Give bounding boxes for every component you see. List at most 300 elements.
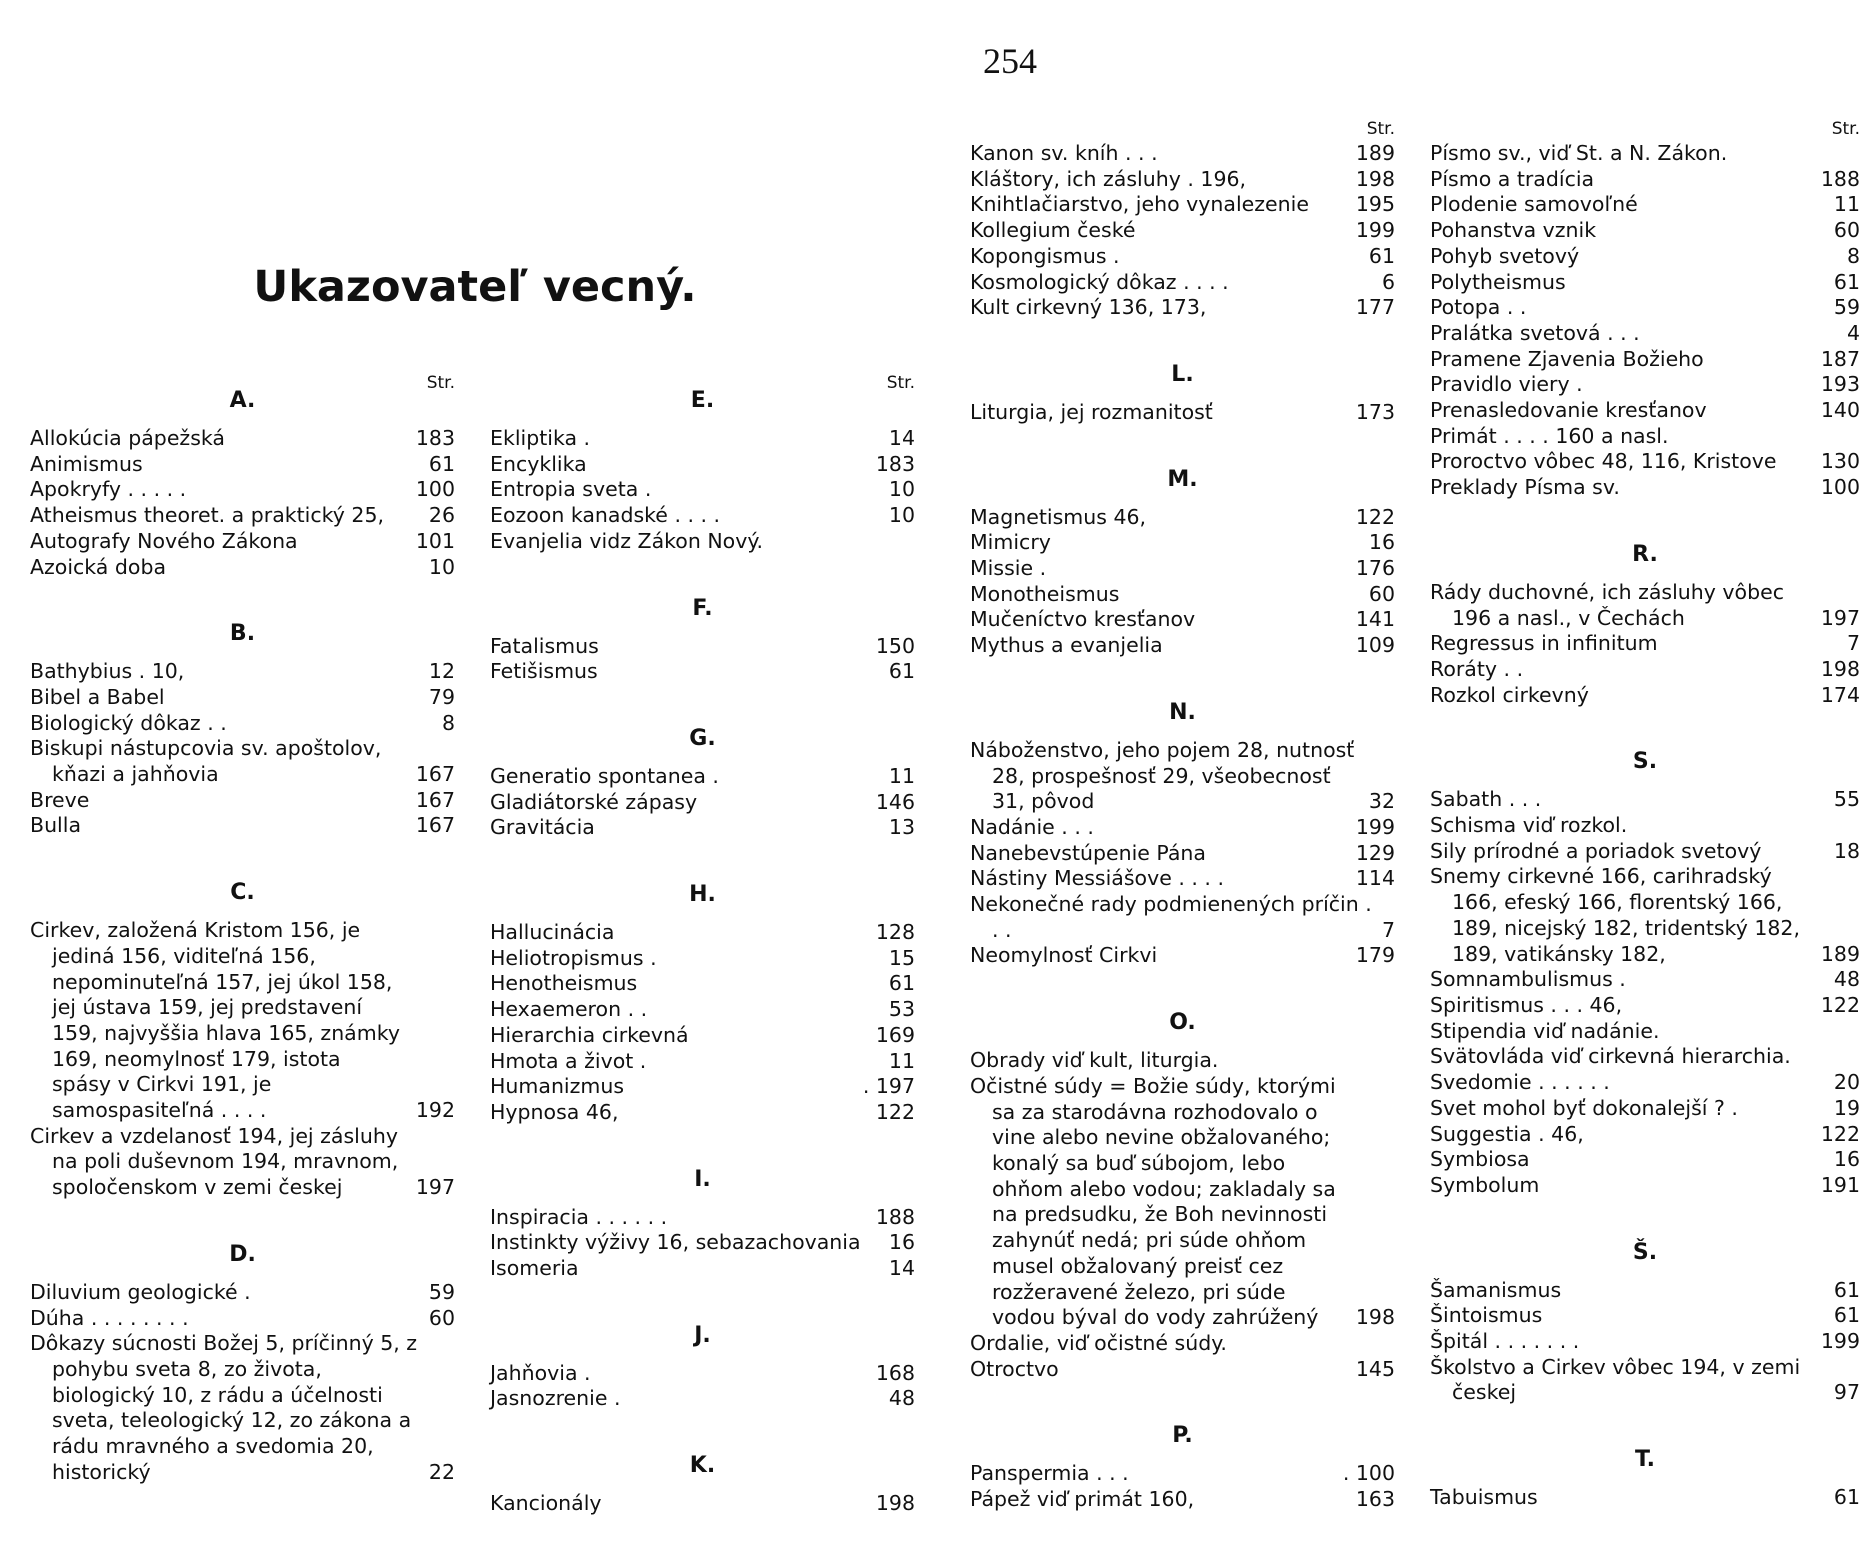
entry-term: Svätovláda viď cirkevná hierarchia. bbox=[1430, 1044, 1791, 1069]
entry-pages: 15 bbox=[888, 945, 915, 970]
entry-pages: 59 bbox=[1833, 295, 1860, 320]
index-entry bbox=[1430, 1355, 1860, 1406]
page-column-label: Str. bbox=[886, 373, 915, 393]
index-entry bbox=[1430, 1147, 1860, 1173]
entry-pages: 61 bbox=[1833, 269, 1860, 294]
page-column-label: Str. bbox=[1366, 119, 1395, 139]
entry-term: Primát . . . . 160 a nasl. bbox=[1430, 423, 1669, 448]
index-entry bbox=[30, 555, 455, 581]
index-entry bbox=[490, 815, 915, 841]
entry-term: Špitál . . . . . . . bbox=[1430, 1329, 1580, 1354]
index-entry bbox=[1430, 475, 1860, 501]
entry-term: Dôkazy súcnosti Božej 5, príčinný 5, z pohybu sveta 8, zo života, biologický 10, z rádu a účelnosti sveta, teleologický 12, zo zákona a rádu mravného a svedomia 20, historický bbox=[30, 1331, 418, 1484]
entry-term: Bibel a Babel bbox=[30, 684, 165, 709]
index-entry bbox=[30, 1306, 455, 1332]
entry-pages: 7 bbox=[1381, 917, 1395, 942]
entry-pages: 199 bbox=[1355, 814, 1395, 839]
section-letter: A. bbox=[229, 388, 256, 413]
entry-pages: 16 bbox=[1368, 530, 1395, 555]
index-title: Ukazovateľ vecný. bbox=[253, 262, 697, 312]
entry-term: Nanebevstúpenie Pána bbox=[970, 840, 1206, 865]
entry-term: Gladiátorské zápasy bbox=[490, 789, 698, 814]
entry-term: Suggestia . 46, bbox=[1430, 1121, 1584, 1146]
index-section bbox=[970, 687, 1395, 969]
entry-pages: . 100 bbox=[1342, 1461, 1395, 1486]
index-entry bbox=[490, 1074, 915, 1100]
index-entry bbox=[1430, 1303, 1860, 1329]
entry-pages: 122 bbox=[1820, 1121, 1860, 1146]
index-entry bbox=[970, 943, 1395, 969]
index-section bbox=[1430, 1434, 1860, 1511]
index-section bbox=[30, 375, 455, 580]
index-entry bbox=[1430, 295, 1860, 321]
index-entry bbox=[30, 503, 455, 529]
entry-term: Svet mohol byť dokonalejší ? . bbox=[1430, 1095, 1738, 1120]
index-entry bbox=[1430, 192, 1860, 218]
entry-term: Symbiosa bbox=[1430, 1147, 1530, 1172]
entry-term: Šamanismus bbox=[1430, 1277, 1562, 1302]
entry-term: Kláštory, ich zásluhy . 196, bbox=[970, 166, 1247, 191]
index-entry bbox=[30, 1280, 455, 1306]
index-entry bbox=[970, 530, 1395, 556]
index-column-2 bbox=[490, 375, 915, 1545]
entry-term: Pramene Zjavenia Božieho bbox=[1430, 346, 1704, 371]
entry-term: Proroctvo vôbec 48, 116, Kristove bbox=[1430, 449, 1777, 474]
section-letter: H. bbox=[689, 882, 716, 908]
entry-pages: 169 bbox=[875, 1022, 915, 1047]
entry-pages: 145 bbox=[1355, 1356, 1395, 1381]
entry-term: Bathybius . 10, bbox=[30, 659, 185, 684]
entry-pages: 193 bbox=[1820, 372, 1860, 397]
entry-term: Plodenie samovoľné bbox=[1430, 192, 1638, 217]
entry-pages: 97 bbox=[1833, 1380, 1860, 1405]
entry-pages: 188 bbox=[1820, 166, 1860, 191]
section-letter: Š. bbox=[1632, 1239, 1658, 1265]
entry-term: Hierarchia cirkevná bbox=[490, 1022, 689, 1047]
entry-term: Šintoismus bbox=[1430, 1303, 1543, 1328]
section-letter: O. bbox=[1169, 1010, 1196, 1036]
entry-term: Azoická doba bbox=[30, 554, 167, 579]
entry-pages: 18 bbox=[1833, 838, 1860, 863]
index-entry bbox=[1430, 580, 1860, 631]
index-column-1 bbox=[30, 375, 455, 1514]
entry-pages: 167 bbox=[415, 813, 455, 838]
index-entry bbox=[970, 218, 1395, 244]
entry-term: Generatio spontanea . bbox=[490, 763, 719, 788]
index-column-3 bbox=[970, 117, 1395, 1541]
entry-term: Panspermia . . . bbox=[970, 1461, 1129, 1486]
index-entry bbox=[1430, 218, 1860, 244]
index-entry bbox=[1430, 839, 1860, 865]
entry-pages: 173 bbox=[1355, 399, 1395, 424]
entry-term: Monotheismus bbox=[970, 581, 1120, 606]
section-letter: E. bbox=[690, 388, 715, 413]
section-letter: F. bbox=[692, 595, 713, 621]
entry-term: Otroctvo bbox=[970, 1356, 1059, 1381]
entry-term: Školstvo a Cirkev vôbec 194, v zemi českej bbox=[1430, 1354, 1801, 1405]
entry-pages: 199 bbox=[1355, 218, 1395, 243]
index-entry bbox=[970, 505, 1395, 531]
index-entry bbox=[30, 1331, 455, 1485]
entry-term: Encyklika bbox=[490, 451, 587, 476]
entry-term: Fatalismus bbox=[490, 633, 599, 658]
index-section bbox=[490, 1310, 915, 1412]
entry-term: Ordalie, viď očistné súdy. bbox=[970, 1330, 1227, 1355]
entry-term: Evanjelia vidz Zákon Nový. bbox=[490, 528, 764, 553]
entry-pages: 32 bbox=[1368, 789, 1395, 814]
entry-term: Dúha . . . . . . . . bbox=[30, 1305, 189, 1330]
entry-pages: 60 bbox=[1368, 581, 1395, 606]
entry-term: Roráty . . bbox=[1430, 656, 1524, 681]
entry-pages: 26 bbox=[428, 503, 455, 528]
entry-term: Jahňovia . bbox=[490, 1360, 591, 1385]
index-entry bbox=[490, 1023, 915, 1049]
index-entry bbox=[1430, 1044, 1860, 1070]
index-entry bbox=[30, 736, 455, 787]
index-entry bbox=[490, 477, 915, 503]
index-entry bbox=[1430, 1019, 1860, 1045]
entry-term: Inspiracia . . . . . . bbox=[490, 1204, 668, 1229]
section-letter: C. bbox=[230, 880, 255, 906]
index-entry bbox=[1430, 449, 1860, 475]
section-letter: S. bbox=[1632, 749, 1658, 775]
index-entry bbox=[970, 167, 1395, 193]
index-entry bbox=[30, 659, 455, 685]
page-column-label: Str. bbox=[1831, 119, 1860, 139]
entry-term: Mučeníctvo kresťanov bbox=[970, 607, 1196, 632]
entry-term: Liturgia, jej rozmanitosť bbox=[970, 399, 1213, 424]
entry-pages: 197 bbox=[1820, 605, 1860, 630]
entry-term: Nadánie . . . bbox=[970, 814, 1094, 839]
entry-term: Kopongismus . bbox=[970, 243, 1120, 268]
index-entry bbox=[1430, 1485, 1860, 1511]
entry-term: Missie . bbox=[970, 556, 1047, 581]
entry-term: Hmota a život . bbox=[490, 1048, 647, 1073]
index-entry bbox=[490, 920, 915, 946]
entry-pages: 10 bbox=[888, 503, 915, 528]
index-section bbox=[490, 869, 915, 1126]
entry-pages: 176 bbox=[1355, 556, 1395, 581]
entry-term: Knihtlačiarstvo, jeho vynalezenie bbox=[970, 192, 1309, 217]
section-letter: G. bbox=[689, 725, 716, 751]
entry-term: Rozkol cirkevný bbox=[1430, 682, 1589, 707]
entry-pages: 146 bbox=[875, 789, 915, 814]
index-section bbox=[970, 1410, 1395, 1512]
index-entry bbox=[490, 1491, 915, 1517]
entry-pages: 188 bbox=[875, 1204, 915, 1229]
entry-pages: 198 bbox=[1355, 1305, 1395, 1330]
entry-term: Symbolum bbox=[1430, 1172, 1540, 1197]
entry-term: Somnambulismus . bbox=[1430, 967, 1626, 992]
entry-pages: 16 bbox=[1833, 1147, 1860, 1172]
entry-pages: 198 bbox=[1355, 166, 1395, 191]
index-entry bbox=[1430, 631, 1860, 657]
entry-term: Sabath . . . bbox=[1430, 787, 1542, 812]
index-section bbox=[30, 867, 455, 1201]
index-entry bbox=[1430, 864, 1860, 967]
entry-term: Spiritismus . . . 46, bbox=[1430, 992, 1623, 1017]
index-entry bbox=[970, 192, 1395, 218]
entry-term: Pohyb svetový bbox=[1430, 243, 1580, 268]
index-entry bbox=[490, 946, 915, 972]
index-entry bbox=[970, 1331, 1395, 1357]
section-letter: N. bbox=[1169, 699, 1196, 725]
entry-pages: 59 bbox=[428, 1279, 455, 1304]
entry-pages: 195 bbox=[1355, 192, 1395, 217]
entry-term: Autografy Nového Zákona bbox=[30, 528, 298, 553]
index-entry bbox=[490, 1230, 915, 1256]
index-entry bbox=[1430, 1173, 1860, 1199]
entry-pages: 48 bbox=[888, 1386, 915, 1411]
entry-term: Obrady viď kult, liturgia. bbox=[970, 1048, 1219, 1073]
entry-pages: 10 bbox=[888, 477, 915, 502]
index-entry bbox=[1430, 1070, 1860, 1096]
index-entry bbox=[970, 1074, 1395, 1331]
page-column-label: Str. bbox=[426, 373, 455, 393]
entry-term: Kosmologický dôkaz . . . . bbox=[970, 269, 1229, 294]
index-entry bbox=[970, 738, 1395, 815]
entry-term: Snemy cirkevné 166, carihradský 166, efeský 166, florentský 166, 189, nicejský 182, tridentský 182, 189, vatikánsky 182, bbox=[1430, 864, 1800, 966]
entry-term: Kult cirkevný 136, 173, bbox=[970, 295, 1207, 320]
entry-term: Mythus a evanjelia bbox=[970, 633, 1163, 658]
section-letter: J. bbox=[694, 1322, 711, 1348]
entry-term: Allokúcia pápežská bbox=[30, 426, 225, 450]
index-section bbox=[490, 375, 915, 555]
index-entry bbox=[490, 1205, 915, 1231]
index-entry bbox=[970, 841, 1395, 867]
entry-term: Kanon sv. kníh . . . bbox=[970, 141, 1158, 165]
entry-pages: 183 bbox=[415, 426, 455, 450]
entry-term: Schisma viď rozkol. bbox=[1430, 813, 1628, 838]
section-letter: I. bbox=[694, 1166, 711, 1192]
index-entry bbox=[1430, 270, 1860, 296]
entry-pages: 79 bbox=[428, 684, 455, 709]
entry-term: Pralátka svetová . . . bbox=[1430, 320, 1640, 345]
index-entry bbox=[490, 634, 915, 660]
index-column-4 bbox=[1430, 117, 1860, 1539]
index-entry bbox=[970, 244, 1395, 270]
entry-pages: 19 bbox=[1833, 1095, 1860, 1120]
entry-term: Očistné súdy = Božie súdy, ktorými sa za starodávna rozhodovalo o vine alebo nevine obžalovaného; konalý sa buď súbojom, lebo ohňom alebo vodou; zakladaly sa na predsudku, že Boh nevinnosti zahynúť nedá; pri súde ohňom musel obžalovaný preisť cez rozžeravené železo, pri súde vodou býval do vody zahrúžený bbox=[970, 1073, 1336, 1330]
entry-pages: 199 bbox=[1820, 1329, 1860, 1354]
entry-term: Atheismus theoret. a praktický 25, bbox=[30, 503, 385, 528]
entry-term: Potopa . . bbox=[1430, 295, 1527, 320]
index-entry bbox=[1430, 1278, 1860, 1304]
entry-term: Animismus bbox=[30, 451, 143, 476]
entry-term: Diluvium geologické . bbox=[30, 1279, 251, 1304]
entry-term: Cirkev a vzdelanosť 194, jej zásluhy na poli duševnom 194, mravnom, spoločenskom v zemi českej bbox=[30, 1123, 399, 1200]
entry-term: Preklady Písma sv. bbox=[1430, 475, 1620, 500]
index-entry bbox=[970, 1048, 1395, 1074]
index-entry bbox=[30, 477, 455, 503]
entry-term: Humanizmus bbox=[490, 1074, 625, 1099]
entry-pages: 48 bbox=[1833, 967, 1860, 992]
entry-term: Breve bbox=[30, 787, 90, 812]
section-letter: L. bbox=[1171, 361, 1194, 387]
index-entry bbox=[970, 892, 1395, 943]
entry-pages: 61 bbox=[1833, 1303, 1860, 1328]
entry-term: Instinkty výživy 16, sebazachovania bbox=[490, 1230, 861, 1255]
section-letter: K. bbox=[689, 1453, 716, 1479]
index-entry bbox=[1430, 398, 1860, 424]
section-letter: P. bbox=[1172, 1423, 1193, 1449]
entry-term: Biologický dôkaz . . bbox=[30, 710, 227, 735]
entry-pages: 189 bbox=[1355, 141, 1395, 165]
entry-pages: 122 bbox=[875, 1099, 915, 1124]
index-section bbox=[1430, 1227, 1860, 1407]
entry-term: Ekliptika . bbox=[490, 426, 591, 450]
entry-pages: 10 bbox=[428, 554, 455, 579]
index-entry bbox=[1430, 1329, 1860, 1355]
entry-term: Cirkev, založená Kristom 156, je jediná 156, viditeľná 156, nepominuteľná 157, jej úkol 158, jej ústava 159, jej predstavení 159, najvyššia hlava 165, známky 169, neomylnosť 179, istota spásy v Cirkvi 191, je samospasiteľná . . . . bbox=[30, 918, 400, 1123]
entry-term: Kollegium české bbox=[970, 218, 1136, 243]
entry-term: Hexaemeron . . bbox=[490, 997, 648, 1022]
entry-pages: 22 bbox=[428, 1459, 455, 1484]
entry-pages: 6 bbox=[1381, 269, 1395, 294]
index-entry bbox=[1430, 167, 1860, 193]
index-entry bbox=[1430, 372, 1860, 398]
entry-term: Pápež viď primát 160, bbox=[970, 1487, 1195, 1512]
entry-pages: . 197 bbox=[862, 1074, 915, 1099]
entry-term: Regressus in infinitum bbox=[1430, 631, 1658, 656]
entry-term: Tabuismus bbox=[1430, 1485, 1538, 1510]
entry-pages: 60 bbox=[428, 1305, 455, 1330]
entry-term: Hypnosa 46, bbox=[490, 1099, 619, 1124]
entry-term: Stipendia viď nadánie. bbox=[1430, 1018, 1660, 1043]
entry-term: Sily prírodné a poriadok svetový bbox=[1430, 838, 1762, 863]
index-entry bbox=[490, 1049, 915, 1075]
index-section bbox=[1430, 529, 1860, 709]
index-entry bbox=[1430, 1122, 1860, 1148]
entry-pages: 122 bbox=[1820, 992, 1860, 1017]
index-entry bbox=[490, 659, 915, 685]
entry-term: Písmo sv., viď St. a N. Zákon. bbox=[1430, 141, 1728, 165]
entry-term: Apokryfy . . . . . bbox=[30, 477, 187, 502]
index-entry bbox=[1430, 813, 1860, 839]
entry-pages: 167 bbox=[415, 787, 455, 812]
entry-pages: 100 bbox=[1820, 475, 1860, 500]
index-entry bbox=[30, 1124, 455, 1201]
index-entry bbox=[30, 452, 455, 478]
index-section bbox=[30, 1229, 455, 1486]
index-entry bbox=[490, 971, 915, 997]
index-entry bbox=[490, 790, 915, 816]
entry-pages: 114 bbox=[1355, 866, 1395, 891]
index-entry bbox=[490, 1361, 915, 1387]
entry-pages: 7 bbox=[1846, 631, 1860, 656]
entry-pages: 61 bbox=[1368, 243, 1395, 268]
index-entry bbox=[970, 633, 1395, 659]
index-entry bbox=[1430, 424, 1860, 450]
entry-pages: 4 bbox=[1846, 320, 1860, 345]
index-entry bbox=[490, 503, 915, 529]
entry-pages: 141 bbox=[1355, 607, 1395, 632]
index-section bbox=[30, 608, 455, 839]
index-entry bbox=[490, 997, 915, 1023]
entry-pages: 16 bbox=[888, 1230, 915, 1255]
section-letter: B. bbox=[229, 621, 256, 647]
entry-term: Mimicry bbox=[970, 530, 1051, 555]
entry-pages: 177 bbox=[1355, 295, 1395, 320]
entry-pages: 122 bbox=[1355, 504, 1395, 529]
index-entry bbox=[970, 1357, 1395, 1383]
index-entry bbox=[490, 1100, 915, 1126]
index-entry bbox=[1430, 244, 1860, 270]
index-entry bbox=[1430, 787, 1860, 813]
entry-pages: 168 bbox=[875, 1360, 915, 1385]
entry-pages: 198 bbox=[875, 1491, 915, 1516]
index-entry bbox=[1430, 993, 1860, 1019]
entry-pages: 61 bbox=[428, 451, 455, 476]
entry-pages: 14 bbox=[888, 426, 915, 450]
entry-pages: 128 bbox=[875, 920, 915, 945]
index-entry bbox=[970, 815, 1395, 841]
entry-pages: 61 bbox=[1833, 1277, 1860, 1302]
index-entry bbox=[490, 426, 915, 452]
entry-pages: 140 bbox=[1820, 398, 1860, 423]
section-letter: M. bbox=[1167, 466, 1198, 492]
entry-pages: 8 bbox=[441, 710, 455, 735]
entry-pages: 12 bbox=[428, 659, 455, 684]
index-entry bbox=[970, 295, 1395, 321]
index-entry bbox=[490, 1386, 915, 1412]
entry-pages: 192 bbox=[415, 1098, 455, 1123]
entry-term: Kancionály bbox=[490, 1491, 602, 1516]
entry-term: Eozoon kanadské . . . . bbox=[490, 503, 721, 528]
entry-pages: 13 bbox=[888, 815, 915, 840]
section-letter: T. bbox=[1634, 1447, 1656, 1473]
index-entry bbox=[970, 1461, 1395, 1487]
entry-term: Nekonečné rady podmienených príčin . . . bbox=[970, 892, 1372, 942]
entry-pages: 163 bbox=[1355, 1487, 1395, 1512]
index-entry bbox=[1430, 683, 1860, 709]
entry-pages: 183 bbox=[875, 451, 915, 476]
entry-pages: 61 bbox=[888, 659, 915, 684]
index-section bbox=[970, 997, 1395, 1382]
entry-pages: 11 bbox=[1833, 192, 1860, 217]
entry-pages: 61 bbox=[888, 971, 915, 996]
entry-pages: 129 bbox=[1355, 840, 1395, 865]
entry-pages: 60 bbox=[1833, 218, 1860, 243]
entry-term: Polytheismus bbox=[1430, 269, 1566, 294]
entry-pages: 174 bbox=[1820, 682, 1860, 707]
entry-term: Pohanstva vznik bbox=[1430, 218, 1597, 243]
entry-pages: 55 bbox=[1833, 787, 1860, 812]
index-entry bbox=[1430, 347, 1860, 373]
entry-pages: 61 bbox=[1833, 1485, 1860, 1510]
index-section bbox=[490, 1440, 915, 1517]
index-entry bbox=[490, 764, 915, 790]
index-entry bbox=[30, 813, 455, 839]
index-section bbox=[1430, 736, 1860, 1198]
entry-pages: 8 bbox=[1846, 243, 1860, 268]
index-entry bbox=[1430, 1096, 1860, 1122]
entry-pages: 14 bbox=[888, 1256, 915, 1281]
index-entry bbox=[30, 711, 455, 737]
entry-pages: 20 bbox=[1833, 1070, 1860, 1095]
entry-pages: 11 bbox=[888, 1048, 915, 1073]
index-entry bbox=[30, 918, 455, 1124]
entry-term: Neomylnosť Cirkvi bbox=[970, 943, 1158, 968]
index-entry bbox=[970, 607, 1395, 633]
index-entry bbox=[490, 452, 915, 478]
entry-term: Isomeria bbox=[490, 1256, 579, 1281]
entry-term: Svedomie . . . . . . bbox=[1430, 1070, 1610, 1095]
index-entry bbox=[30, 788, 455, 814]
index-entry bbox=[970, 141, 1395, 167]
index-entry bbox=[490, 1256, 915, 1282]
index-section bbox=[490, 713, 915, 841]
